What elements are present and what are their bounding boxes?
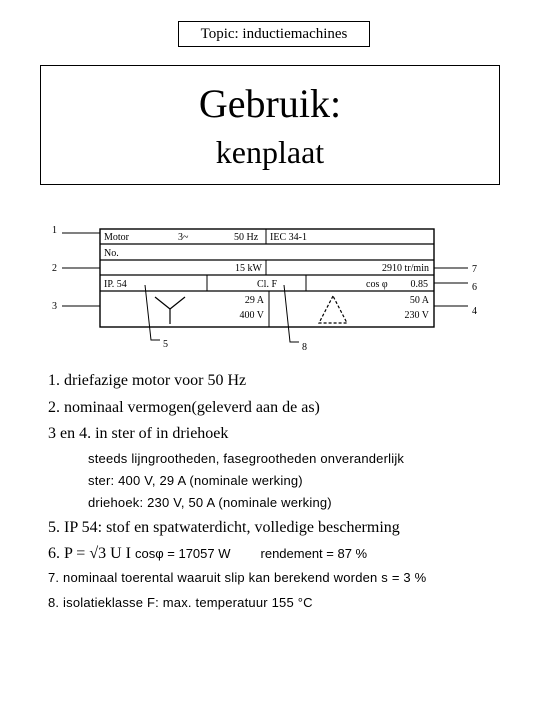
plate-amp-star: 29 A	[244, 295, 264, 306]
callout-5: 5	[163, 339, 168, 350]
plate-volt-delta: 230 V	[404, 310, 429, 321]
note-3-sub-3: driehoek: 230 V, 50 A (nominale werking)	[88, 495, 332, 510]
plate-cos: cos φ	[366, 279, 388, 290]
plate-ip: IP. 54	[104, 279, 127, 290]
note-6-formula: 6. P = √3 U I	[48, 545, 131, 562]
title-line2: kenplaat	[215, 134, 325, 170]
note-3: 3 en 4. in ster of in driehoek	[48, 425, 229, 442]
callout-3: 3	[52, 301, 57, 312]
plate-power: 15 kW	[235, 263, 262, 274]
plate-freq: 50 Hz	[234, 232, 259, 243]
note-8: 8. isolatieklasse F: max. temperatuur 155 °C	[48, 595, 313, 610]
callout-4: 4	[472, 306, 477, 317]
note-3-sub-2: ster: 400 V, 29 A (nominale werking)	[88, 473, 303, 488]
plate-iec: IEC 34-1	[270, 232, 307, 243]
star-icon	[155, 297, 185, 324]
callout-1: 1	[52, 225, 57, 236]
plate-volt-star: 400 V	[239, 310, 264, 321]
callout-2: 2	[52, 263, 57, 274]
note-6	[48, 545, 367, 563]
title-line1: Gebruik:	[198, 81, 342, 126]
plate-motor: Motor	[104, 232, 129, 243]
note-3-sub-1: steeds lijngrootheden, fasegrootheden onveranderlijk	[88, 451, 405, 466]
plate-cosval: 0.85	[410, 279, 428, 290]
note-7: 7. nominaal toerental waaruit slip kan berekend worden s = 3 %	[48, 570, 427, 585]
note-2: 2. nominaal vermogen(geleverd aan de as)	[48, 399, 320, 416]
plate-amp-delta: 50 A	[409, 295, 429, 306]
note-5: 5. IP 54: stof en spatwaterdicht, volledige bescherming	[48, 519, 400, 536]
note-1: 1. driefazige motor voor 50 Hz	[48, 372, 247, 389]
delta-icon	[319, 296, 347, 323]
plate-speed: 2910 tr/min	[382, 263, 429, 274]
plate-no: No.	[104, 248, 119, 259]
plate-phase: 3~	[178, 232, 189, 243]
topic-label: Topic: inductiemachines	[178, 21, 370, 47]
plate-cl: Cl. F	[257, 279, 278, 290]
callout-7: 7	[472, 264, 477, 275]
callout-6: 6	[472, 282, 477, 293]
callout-8: 8	[302, 342, 307, 353]
note-6-efficiency: rendement = 87 %	[260, 546, 368, 561]
note-6-cos: cosφ = 17057 W	[135, 546, 231, 561]
